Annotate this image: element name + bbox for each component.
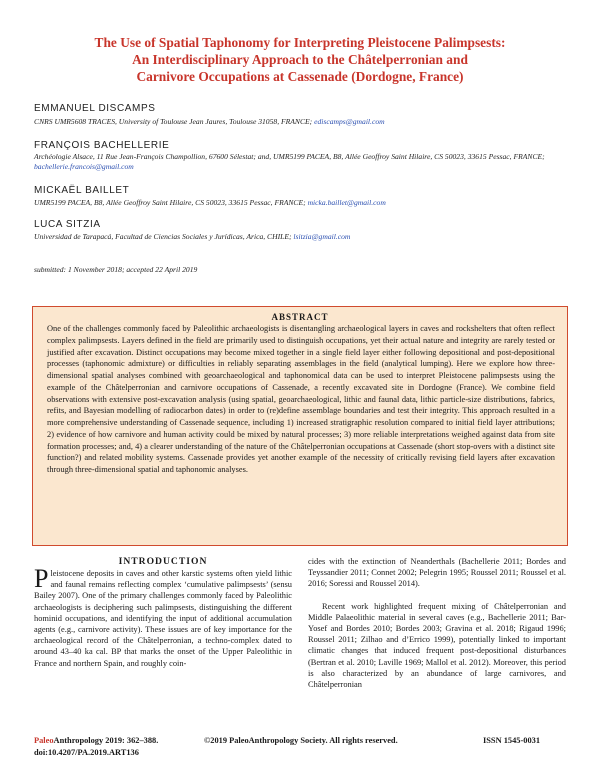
submission-dates: submitted: 1 November 2018; accepted 22 April 2019	[34, 265, 198, 274]
author-affiliation-2	[34, 152, 570, 172]
abstract-heading: ABSTRACT	[271, 312, 329, 322]
issn: ISSN 1545-0031	[483, 736, 541, 745]
journal-citation	[34, 736, 158, 745]
body-column-left	[34, 564, 292, 669]
author-name-1: EMMANUEL DISCAMPS	[34, 103, 156, 114]
author-name-4: LUCA SITZIA	[34, 219, 101, 230]
affiliation-text: CNRS UMR5608 TRACES, University of Toulouse Jean Jaures, Toulouse 31058, FRANCE;	[34, 117, 315, 126]
author-name-2: FRANÇOIS BACHELLERIE	[34, 140, 170, 151]
intro-paragraph-2: Recent work highlighted frequent mixing of Châtelperronian and Middle Palaeolithic material in several caves (e.g., Bachellerie 2011; Bar-Yosef and Bordes 2010; Bordes 2003; Gravina et al. 2018; Rigaud 1996; Roussel 2011; Zilhao and d’Errico 1999), potentially linked to important climatic changes that induced frequent post-depositional disturbances (Bertran et al. 2010; Laville 1969; Mallol et al. 2012). Moreover, this period is also characterized by an abundance of large carnivores, and Châtelperronian	[308, 601, 566, 690]
abstract-box	[32, 306, 568, 546]
author-email-link[interactable]: ediscamps@gmail.com	[314, 117, 385, 126]
title-line-3: Carnivore Occupations at Cassenade (Dordogne, France)	[136, 69, 464, 84]
affiliation-text: Archéologie Alsace, 11 Rue Jean-François Champollion, 67600 Sélestat; and, UMR5199 PACEA, B8, Allée Geoffroy Saint Hilaire, CS 50023, 33615 Pessac, FRANCE;	[34, 152, 545, 161]
author-affiliation-1	[34, 117, 570, 127]
paper-title	[40, 34, 560, 85]
doi: doi:10.4207/PA.2019.ART136	[34, 748, 139, 757]
journal-volume-pages: 2019: 362–388.	[103, 736, 159, 745]
title-line-1: The Use of Spatial Taphonomy for Interpreting Pleistocene Palimpsests:	[94, 35, 506, 50]
drop-cap: P	[34, 564, 49, 593]
title-line-2: An Interdisciplinary Approach to the Châtelperronian and	[132, 52, 468, 67]
author-email-link[interactable]: micka.baillet@gmail.com	[307, 198, 386, 207]
author-name-3: MICKAËL BAILLET	[34, 185, 130, 196]
abstract-text: One of the challenges commonly faced by Paleolithic archaeologists is disentangling archaeological layers in caves and rockshelters that often reflect complex palimpsests. Layers defined in the field are primarily used to distinguish occupations, yet their actual nature and integrity are rarely tested or justified after excavation. Distinct occupations may become mixed together in a single field layer either following depositional and post-depositional processes (taphonomic admixture) or difficulties in reliably separating assemblages in the field (analytical lumping). Here we explore how three-dimensional spatial analyses combined with geoarchaeological and taphonomical data can be used to interpret Pleistocene palimpsests using the example of the Châtelperronian and carnivore occupations of Cassenade, a recently excavated site in Dordogne (France). We combine field observations with extensive post-excavation analysis (using spatial, geoarchaeological, lithic and faunal data, lithic particle-size distributions, fabrics, refits, and Bayesian modelling of radiocarbon dates) in order to (re)define assemblage boundaries and test their integrity. This approach resulted in a more comprehensive understanding of Cassenade sequence, including 1) increased stratigraphic resolution compared to initial field layer attributions; 2) evidence of how carnivore and human activity could be mixed by natural processes; 3) more reliable interpretations weighed against data from site formation processes; and, 4) a clearer understanding of the nature of the Châtelperronian occupations at Cassenade (short stop-overs with a distinct site function?) and related mobility systems. Cassenade provides yet another example of the necessity of critically revising field layers after excavation through three-dimensional spatial and taphonomic analyses.	[47, 324, 555, 474]
intro-paragraph-1-continued: cides with the extinction of Neanderthals (Bachellerie 2011; Bordes and Teyssandier 2011; Connet 2002; Pelegrin 1995; Roussel 2011; Roussel et al. 2016; Soressi and Roussel 2014).	[308, 557, 566, 589]
copyright: ©2019 PaleoAnthropology Society. All rights reserved.	[204, 736, 398, 745]
body-column-right	[308, 556, 566, 690]
author-affiliation-4	[34, 232, 570, 242]
introduction-heading: INTRODUCTION	[118, 556, 208, 567]
journal-name-anthropology: Anthropology	[53, 736, 104, 745]
author-email-link[interactable]: bachellerie.francois@gmail.com	[34, 162, 134, 171]
author-email-link[interactable]: lsitzia@gmail.com	[293, 232, 351, 241]
author-affiliation-3	[34, 198, 570, 208]
affiliation-text: Universidad de Tarapacá, Facultad de Ciencias Sociales y Jurídicas, Arica, CHILE;	[34, 232, 294, 241]
affiliation-text: UMR5199 PACEA, B8, Allée Geoffroy Saint Hilaire, CS 50023, 33615 Pessac, FRANCE;	[34, 198, 308, 207]
intro-paragraph-1: leistocene deposits in caves and other karstic systems often yield lithic and faunal remains reflecting complex ‘cumulative palimpsests’ (sensu Bailey 2007). One of the primary challenges commonly faced by Paleolithic archaeologists is deciphering such palimpsests, distinguishing the different hominid occupations, and identifying the input of additional accumulation agents (e.g., carnivore activity). These issues are of key importance for the archaeological record of the Châtelperronian, a techno-complex dated to around 43–40 ka cal. BP that marks the onset of the Upper Paleolithic in France and northern Spain, and roughly coin-	[34, 569, 292, 668]
journal-name-paleo: Paleo	[34, 736, 54, 745]
